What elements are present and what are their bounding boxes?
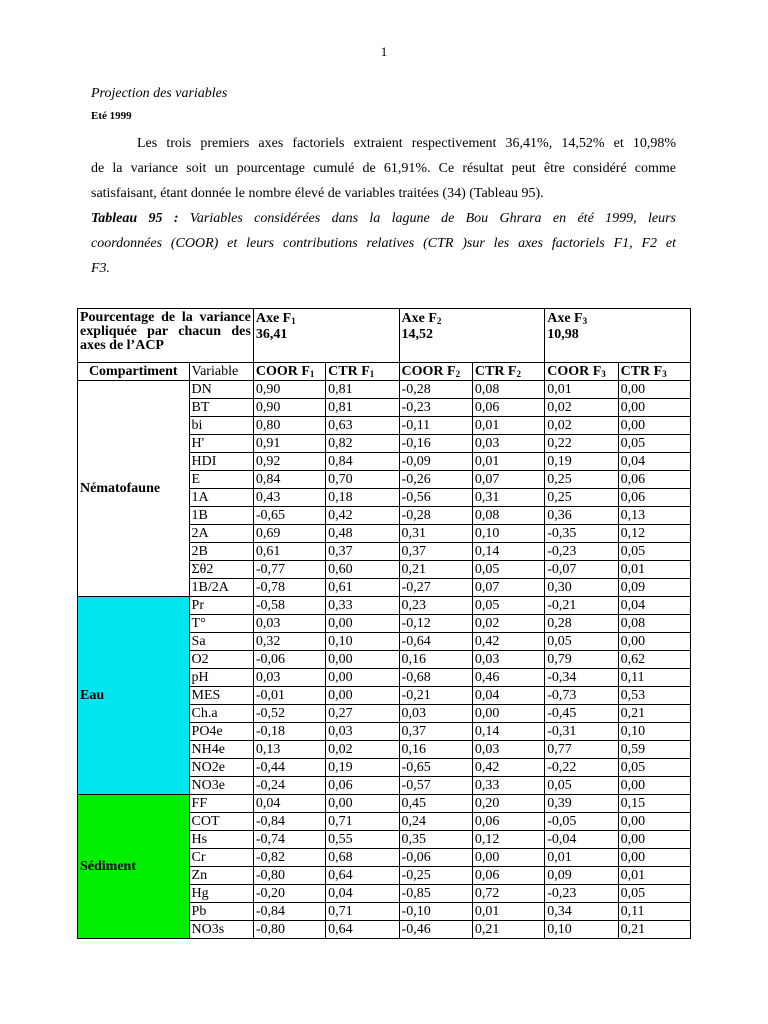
coor-f1-cell: 0,69 xyxy=(253,525,325,543)
coor-f3-cell: -0,73 xyxy=(545,687,618,705)
coor-f1-cell: 0,32 xyxy=(253,633,325,651)
coor-f1-cell: -0,01 xyxy=(253,687,325,705)
axes-header-row xyxy=(78,309,691,363)
ctr-f1-cell: 0,61 xyxy=(326,579,399,597)
coor-f3-cell: -0,34 xyxy=(545,669,618,687)
ctr-f3-cell: 0,01 xyxy=(618,867,690,885)
paragraph-line: satisfaisant, étant donnée le nombre élevé de variables traitées (34) (Tableau 95). xyxy=(91,186,544,201)
compartment-header: Compartiment xyxy=(78,363,190,381)
ctr-f2-cell: 0,12 xyxy=(472,831,544,849)
coor-f1-cell: 0,13 xyxy=(253,741,325,759)
table-caption xyxy=(91,206,676,281)
coor-f1-cell: 0,90 xyxy=(253,381,325,399)
coor-f1-cell: -0,44 xyxy=(253,759,325,777)
coor-f3-cell: 0,25 xyxy=(545,489,618,507)
ctr-f2-cell: 0,01 xyxy=(472,903,544,921)
coor-f3-cell: 0,01 xyxy=(545,381,618,399)
table-row xyxy=(78,381,691,399)
coor-f2-cell: -0,26 xyxy=(399,471,472,489)
variable-cell: 1A xyxy=(189,489,253,507)
coor-f1-cell: -0,78 xyxy=(253,579,325,597)
coor-f3-cell: 0,28 xyxy=(545,615,618,633)
ctr-f3-cell: 0,11 xyxy=(618,903,690,921)
ctr-f1-cell: 0,82 xyxy=(326,435,399,453)
coor-f2-cell: -0,21 xyxy=(399,687,472,705)
coor-f2-cell: 0,24 xyxy=(399,813,472,831)
ctr-f2-cell: 0,01 xyxy=(472,417,544,435)
ctr-f1-cell: 0,84 xyxy=(326,453,399,471)
variable-cell: E xyxy=(189,471,253,489)
table-row xyxy=(78,795,691,813)
ctr-f2-cell: 0,06 xyxy=(472,813,544,831)
coor-f2-cell: -0,06 xyxy=(399,849,472,867)
axis-variance-f3: 10,98 xyxy=(547,327,579,342)
coor-f3-cell: 0,02 xyxy=(545,399,618,417)
coor-f3-cell: 0,79 xyxy=(545,651,618,669)
ctr-f1-cell: 0,00 xyxy=(326,615,399,633)
coor-f1-cell: -0,84 xyxy=(253,813,325,831)
section-heading: Projection des variables xyxy=(91,86,228,101)
axis-variance-f1: 36,41 xyxy=(255,327,288,342)
ctr-f3-cell: 0,05 xyxy=(618,759,690,777)
variable-cell: Hs xyxy=(189,831,253,849)
variable-cell: NH4e xyxy=(189,741,253,759)
ctr-f3-cell: 0,53 xyxy=(618,687,690,705)
ctr-f1-cell: 0,42 xyxy=(326,507,399,525)
ctr-f3-cell: 0,62 xyxy=(618,651,690,669)
ctr-f2-cell: 0,72 xyxy=(472,885,544,903)
table-row xyxy=(78,597,691,615)
coor-f2-cell: 0,45 xyxy=(399,795,472,813)
ctr-f1-cell: 0,33 xyxy=(326,597,399,615)
coor-f2-cell: -0,09 xyxy=(399,453,472,471)
ctr-f3-cell: 0,00 xyxy=(618,417,690,435)
ctr-f2-cell: 0,03 xyxy=(472,651,544,669)
ctr-f2-cell: 0,14 xyxy=(472,543,544,561)
ctr-f1-cell: 0,00 xyxy=(326,795,399,813)
ctr-f1-cell: 0,37 xyxy=(326,543,399,561)
variable-cell: 1B xyxy=(189,507,253,525)
caption-line: F3. xyxy=(91,261,111,276)
ctr-f1-cell: 0,64 xyxy=(326,921,399,939)
ctr-f2-cell: 0,33 xyxy=(472,777,544,795)
coor-f1-cell: -0,84 xyxy=(253,903,325,921)
coor-f1-cell: 0,04 xyxy=(253,795,325,813)
ctr-f1-cell: 0,55 xyxy=(326,831,399,849)
coor-f3-cell: -0,23 xyxy=(545,543,618,561)
caption-label: Tableau 95 : xyxy=(91,211,179,226)
ctr-f3-cell: 0,09 xyxy=(618,579,690,597)
coor-f3-cell: 0,05 xyxy=(545,633,618,651)
variable-cell: PO4e xyxy=(189,723,253,741)
ctr-f3-cell: 0,00 xyxy=(618,633,690,651)
ctr-f1-cell: 0,68 xyxy=(326,849,399,867)
ctr-f1-cell: 0,27 xyxy=(326,705,399,723)
ctr-f3-cell: 0,13 xyxy=(618,507,690,525)
variable-cell: 2B xyxy=(189,543,253,561)
caption-text: Variables considérées dans la lagune de Bou Ghrara en été 1999, leurs xyxy=(178,211,676,226)
coor-f2-cell: -0,56 xyxy=(399,489,472,507)
coor-f2-cell: -0,46 xyxy=(399,921,472,939)
variable-cell: DN xyxy=(189,381,253,399)
compartment-cell: Nématofaune xyxy=(78,381,190,597)
coor-f3-cell: -0,35 xyxy=(545,525,618,543)
paragraph-line: Les trois premiers axes factoriels extraient respectivement 36,41%, 14,52% et 10,98% xyxy=(137,136,676,151)
ctr-f3-cell: 0,04 xyxy=(618,453,690,471)
ctr-f1-cell: 0,48 xyxy=(326,525,399,543)
variable-cell: Sa xyxy=(189,633,253,651)
coor-f3-cell: 0,30 xyxy=(545,579,618,597)
ctr-f1-cell: 0,81 xyxy=(326,399,399,417)
coor-f2-cell: -0,23 xyxy=(399,399,472,417)
ctr-f2-cell: 0,06 xyxy=(472,399,544,417)
ctr-f3-cell: 0,00 xyxy=(618,813,690,831)
ctr-f2-cell: 0,03 xyxy=(472,435,544,453)
coor-f2-header: COOR $F_2$ xyxy=(399,363,472,381)
axis-variance-f2: 14,52 xyxy=(401,327,434,342)
coor-f2-cell: 0,03 xyxy=(399,705,472,723)
season-label: Eté 1999 xyxy=(91,110,132,122)
ctr-f2-cell: 0,05 xyxy=(472,561,544,579)
coor-f1-cell: 0,90 xyxy=(253,399,325,417)
paragraph-line: de la variance soit un pourcentage cumulé de 61,91%. Ce résultat peut être considéré comme xyxy=(91,161,676,176)
ctr-f2-cell: 0,42 xyxy=(472,759,544,777)
coor-f3-header: COOR $F_3$ xyxy=(545,363,618,381)
ctr-f3-cell: 0,59 xyxy=(618,741,690,759)
coor-f2-cell: -0,85 xyxy=(399,885,472,903)
coor-f3-cell: 0,25 xyxy=(545,471,618,489)
ctr-f2-cell: 0,01 xyxy=(472,453,544,471)
coor-f1-cell: 0,61 xyxy=(253,543,325,561)
ctr-f1-cell: 0,81 xyxy=(326,381,399,399)
ctr-f3-cell: 0,08 xyxy=(618,615,690,633)
ctr-f2-cell: 0,06 xyxy=(472,867,544,885)
acp-table xyxy=(77,308,691,939)
ctr-f2-cell: 0,05 xyxy=(472,597,544,615)
variable-cell: T° xyxy=(189,615,253,633)
ctr-f2-cell: 0,02 xyxy=(472,615,544,633)
caption-line xyxy=(91,206,676,231)
coor-f1-cell: -0,52 xyxy=(253,705,325,723)
ctr-f2-cell: 0,03 xyxy=(472,741,544,759)
ctr-f1-cell: 0,00 xyxy=(326,687,399,705)
ctr-f3-cell: 0,00 xyxy=(618,381,690,399)
ctr-f3-header: CTR $F_3$ xyxy=(618,363,690,381)
ctr-f3-cell: 0,00 xyxy=(618,399,690,417)
coor-f3-cell: 0,05 xyxy=(545,777,618,795)
ctr-f3-cell: 0,00 xyxy=(618,777,690,795)
variable-cell: MES xyxy=(189,687,253,705)
coor-f1-cell: -0,06 xyxy=(253,651,325,669)
variable-cell: O2 xyxy=(189,651,253,669)
coor-f1-cell: -0,24 xyxy=(253,777,325,795)
variable-cell: Σθ2 xyxy=(189,561,253,579)
variance-label-cell: Pourcentage de la variance expliquée par chacun des axes de l’ACP xyxy=(78,309,254,363)
ctr-f1-cell: 0,64 xyxy=(326,867,399,885)
ctr-f1-cell: 0,02 xyxy=(326,741,399,759)
ctr-f2-cell: 0,07 xyxy=(472,579,544,597)
coor-f3-cell: 0,36 xyxy=(545,507,618,525)
coor-f2-cell: -0,57 xyxy=(399,777,472,795)
variable-cell: 2A xyxy=(189,525,253,543)
ctr-f2-cell: 0,14 xyxy=(472,723,544,741)
variable-cell: HDI xyxy=(189,453,253,471)
coor-f2-cell: -0,27 xyxy=(399,579,472,597)
coor-f1-cell: -0,77 xyxy=(253,561,325,579)
coor-f1-cell: -0,80 xyxy=(253,867,325,885)
ctr-f2-cell: 0,21 xyxy=(472,921,544,939)
coor-f2-cell: 0,21 xyxy=(399,561,472,579)
ctr-f1-header: CTR $F_1$ xyxy=(326,363,399,381)
coor-f2-cell: -0,10 xyxy=(399,903,472,921)
coor-f1-cell: -0,74 xyxy=(253,831,325,849)
variable-cell: Pr xyxy=(189,597,253,615)
ctr-f1-cell: 0,04 xyxy=(326,885,399,903)
variable-header: Variable xyxy=(189,363,253,381)
page-number: 1 xyxy=(380,44,388,59)
ctr-f1-cell: 0,19 xyxy=(326,759,399,777)
coor-f1-cell: -0,20 xyxy=(253,885,325,903)
coor-f3-cell: 0,39 xyxy=(545,795,618,813)
coor-f1-cell: -0,65 xyxy=(253,507,325,525)
ctr-f3-cell: 0,06 xyxy=(618,489,690,507)
ctr-f2-cell: 0,20 xyxy=(472,795,544,813)
variable-cell: H' xyxy=(189,435,253,453)
ctr-f3-cell: 0,21 xyxy=(618,921,690,939)
ctr-f3-cell: 0,06 xyxy=(618,471,690,489)
coor-f2-cell: 0,16 xyxy=(399,651,472,669)
coor-f1-cell: -0,18 xyxy=(253,723,325,741)
coor-f3-cell: 0,09 xyxy=(545,867,618,885)
ctr-f1-cell: 0,06 xyxy=(326,777,399,795)
coor-f1-cell: -0,80 xyxy=(253,921,325,939)
ctr-f3-cell: 0,12 xyxy=(618,525,690,543)
variable-cell: NO3e xyxy=(189,777,253,795)
ctr-f2-cell: 0,46 xyxy=(472,669,544,687)
coor-f2-cell: -0,12 xyxy=(399,615,472,633)
coor-f2-cell: 0,37 xyxy=(399,723,472,741)
variable-cell: Zn xyxy=(189,867,253,885)
ctr-f2-cell: 0,00 xyxy=(472,849,544,867)
ctr-f1-cell: 0,00 xyxy=(326,651,399,669)
variable-cell: NO3s xyxy=(189,921,253,939)
variable-cell: Hg xyxy=(189,885,253,903)
ctr-f3-cell: 0,15 xyxy=(618,795,690,813)
ctr-f2-cell: 0,04 xyxy=(472,687,544,705)
coor-f3-cell: 0,19 xyxy=(545,453,618,471)
axis-header-f1: Axe $F_1$ 36,41 xyxy=(253,309,399,363)
coor-f3-cell: -0,45 xyxy=(545,705,618,723)
coor-f2-cell: -0,28 xyxy=(399,507,472,525)
coor-f2-cell: 0,37 xyxy=(399,543,472,561)
coor-f3-cell: -0,04 xyxy=(545,831,618,849)
ctr-f3-cell: 0,10 xyxy=(618,723,690,741)
coor-f2-cell: -0,16 xyxy=(399,435,472,453)
coor-f2-cell: -0,11 xyxy=(399,417,472,435)
axis-header-f2: Axe $F_2$ 14,52 xyxy=(399,309,545,363)
variable-cell: Ch.a xyxy=(189,705,253,723)
ctr-f3-cell: 0,05 xyxy=(618,543,690,561)
coor-f2-cell: -0,64 xyxy=(399,633,472,651)
column-header-row xyxy=(78,363,691,381)
coor-f3-cell: -0,07 xyxy=(545,561,618,579)
coor-f2-cell: 0,23 xyxy=(399,597,472,615)
coor-f2-cell: -0,28 xyxy=(399,381,472,399)
ctr-f3-cell: 0,04 xyxy=(618,597,690,615)
table-body xyxy=(78,309,691,939)
compartment-cell: Eau xyxy=(78,597,190,795)
coor-f3-cell: -0,22 xyxy=(545,759,618,777)
variable-cell: 1B/2A xyxy=(189,579,253,597)
caption-line: coordonnées (COOR) et leurs contributions relatives (CTR )sur les axes factoriels F1, F2 et xyxy=(91,236,676,251)
compartment-cell: Sédiment xyxy=(78,795,190,939)
ctr-f3-cell: 0,11 xyxy=(618,669,690,687)
coor-f1-cell: 0,84 xyxy=(253,471,325,489)
coor-f1-cell: 0,92 xyxy=(253,453,325,471)
variable-cell: COT xyxy=(189,813,253,831)
ctr-f2-cell: 0,00 xyxy=(472,705,544,723)
ctr-f2-cell: 0,10 xyxy=(472,525,544,543)
ctr-f3-cell: 0,00 xyxy=(618,831,690,849)
coor-f3-cell: -0,31 xyxy=(545,723,618,741)
coor-f1-cell: -0,58 xyxy=(253,597,325,615)
axis-header-f3: Axe $F_3$ 10,98 xyxy=(545,309,691,363)
coor-f3-cell: -0,05 xyxy=(545,813,618,831)
coor-f3-cell: 0,01 xyxy=(545,849,618,867)
intro-paragraph xyxy=(91,131,676,206)
ctr-f1-cell: 0,70 xyxy=(326,471,399,489)
variable-cell: NO2e xyxy=(189,759,253,777)
ctr-f3-cell: 0,21 xyxy=(618,705,690,723)
coor-f1-cell: 0,03 xyxy=(253,615,325,633)
ctr-f2-header: CTR $F_2$ xyxy=(472,363,544,381)
ctr-f2-cell: 0,07 xyxy=(472,471,544,489)
ctr-f3-cell: 0,05 xyxy=(618,435,690,453)
ctr-f2-cell: 0,08 xyxy=(472,507,544,525)
ctr-f1-cell: 0,10 xyxy=(326,633,399,651)
coor-f3-cell: 0,77 xyxy=(545,741,618,759)
variable-cell: FF xyxy=(189,795,253,813)
coor-f3-cell: 0,10 xyxy=(545,921,618,939)
ctr-f1-cell: 0,71 xyxy=(326,903,399,921)
ctr-f2-cell: 0,08 xyxy=(472,381,544,399)
ctr-f1-cell: 0,63 xyxy=(326,417,399,435)
coor-f3-cell: 0,22 xyxy=(545,435,618,453)
coor-f3-cell: 0,34 xyxy=(545,903,618,921)
ctr-f1-cell: 0,00 xyxy=(326,669,399,687)
ctr-f2-cell: 0,31 xyxy=(472,489,544,507)
variable-cell: BT xyxy=(189,399,253,417)
coor-f1-header: COOR $F_1$ xyxy=(253,363,325,381)
coor-f1-cell: -0,82 xyxy=(253,849,325,867)
coor-f2-cell: 0,31 xyxy=(399,525,472,543)
coor-f3-cell: -0,21 xyxy=(545,597,618,615)
coor-f2-cell: -0,65 xyxy=(399,759,472,777)
coor-f1-cell: 0,80 xyxy=(253,417,325,435)
coor-f2-cell: 0,35 xyxy=(399,831,472,849)
ctr-f1-cell: 0,18 xyxy=(326,489,399,507)
variable-cell: bi xyxy=(189,417,253,435)
variable-cell: Pb xyxy=(189,903,253,921)
ctr-f1-cell: 0,60 xyxy=(326,561,399,579)
coor-f3-cell: 0,02 xyxy=(545,417,618,435)
ctr-f3-cell: 0,05 xyxy=(618,885,690,903)
ctr-f3-cell: 0,01 xyxy=(618,561,690,579)
coor-f1-cell: 0,03 xyxy=(253,669,325,687)
coor-f3-cell: -0,23 xyxy=(545,885,618,903)
coor-f1-cell: 0,43 xyxy=(253,489,325,507)
ctr-f2-cell: 0,42 xyxy=(472,633,544,651)
ctr-f1-cell: 0,71 xyxy=(326,813,399,831)
ctr-f1-cell: 0,03 xyxy=(326,723,399,741)
variable-cell: pH xyxy=(189,669,253,687)
ctr-f3-cell: 0,00 xyxy=(618,849,690,867)
coor-f2-cell: -0,25 xyxy=(399,867,472,885)
coor-f2-cell: -0,68 xyxy=(399,669,472,687)
variable-cell: Cr xyxy=(189,849,253,867)
coor-f2-cell: 0,16 xyxy=(399,741,472,759)
coor-f1-cell: 0,91 xyxy=(253,435,325,453)
